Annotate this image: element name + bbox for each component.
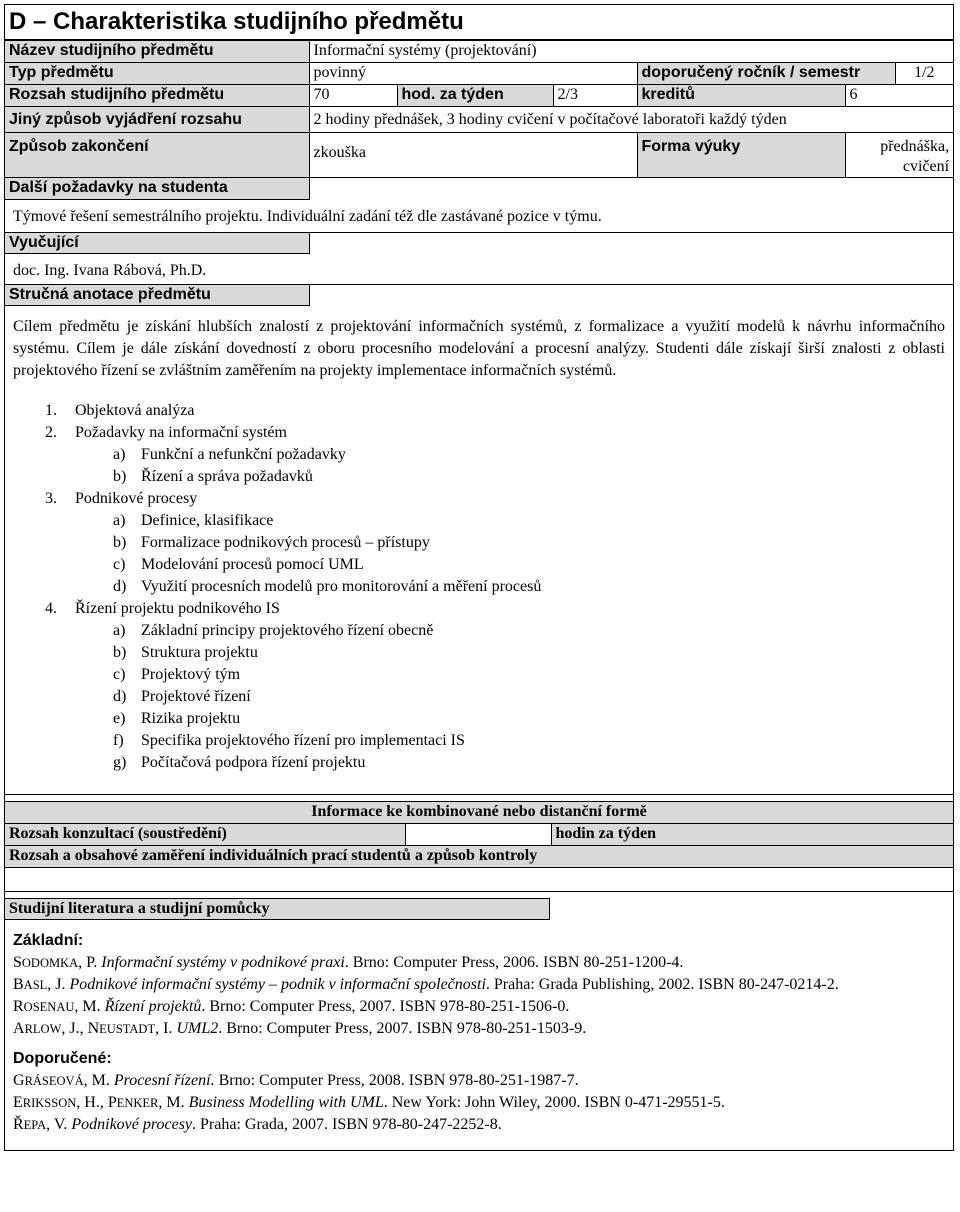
reference-entry (13, 1092, 945, 1114)
literature-label: Studijní literatura a studijní pomůcky (5, 898, 550, 920)
syllabus-subitem (113, 532, 953, 554)
syllabus-subitem-text: Definice, klasifikace (141, 512, 274, 529)
reference-title: Business Modelling with UML (188, 1094, 384, 1111)
reference-author-tail: , J. (47, 976, 70, 993)
course-info-table (5, 40, 953, 200)
literature-block (5, 920, 953, 1150)
distance-header: Informace ke kombinované nebo distanční formě (5, 802, 953, 824)
completion-value: zkouška (309, 133, 637, 178)
reference-title: Řízení projektů (104, 998, 202, 1015)
reference-author2-name: ENKER (116, 1096, 159, 1110)
reference-author-name: OSENAU (23, 1000, 75, 1014)
syllabus-subitem-text: Počítačová podpora řízení projektu (141, 754, 366, 771)
syllabus-item-number: 3. (45, 490, 57, 507)
syllabus-list (5, 400, 953, 774)
reference-entry (13, 1018, 945, 1040)
requirements-value: Týmové řešení semestrálního projektu. Individuální zadání též dle zastávané pozice v týmu. (13, 208, 602, 225)
syllabus-subitem-letter: d) (113, 578, 127, 595)
completion-label: Způsob zakončení (5, 133, 309, 178)
year-value: 1/2 (895, 63, 953, 85)
reference-entry (13, 1114, 945, 1136)
individual-value (5, 868, 953, 892)
reference-author-name: RÁSEOVÁ (24, 1074, 84, 1088)
syllabus-item-title: Podnikové procesy (75, 490, 198, 507)
syllabus-subitem-text: Rizika projektu (141, 710, 241, 727)
reference-title: UML2 (176, 1020, 219, 1037)
reference-author-name: RLOW (24, 1022, 62, 1036)
reference-publication: . Praha: Grada, 2007. ISBN 978-80-247-2252-8. (192, 1116, 502, 1133)
syllabus-subitem-letter: e) (113, 710, 126, 727)
reference-author-name: RIKSSON (22, 1096, 77, 1110)
reference-author-initial: S (13, 954, 22, 971)
recommended-literature-label: Doporučené: (13, 1050, 112, 1067)
syllabus-subitem-text: Modelování procesů pomocí UML (141, 556, 364, 573)
reference-publication: Brno: Computer Press, 2008. ISBN 978-80-251-1987-7. (214, 1072, 579, 1089)
teachers-label: Vyučující (5, 233, 310, 254)
syllabus-subitem (113, 466, 953, 488)
name-value: Informační systémy (projektování) (309, 41, 953, 63)
syllabus-subitem-letter: f) (113, 732, 124, 749)
syllabus-subitem (113, 708, 953, 730)
syllabus-item-title: Objektová analýza (75, 402, 195, 419)
reference-author-name: ASL (23, 978, 48, 992)
reference-title: Podnikové informační systémy – podnik v informační společnosti (69, 976, 486, 993)
reference-author-tail: , M. (83, 1072, 114, 1089)
syllabus-subitem-text: Specifika projektového řízení pro implementaci IS (141, 732, 465, 749)
syllabus-subitem (113, 554, 953, 576)
syllabus-subitem-letter: a) (113, 622, 126, 639)
reference-author-initial: R (13, 998, 24, 1015)
page-title: D – Charakteristika studijního předmětu (5, 5, 953, 40)
syllabus-item-number: 2. (45, 424, 57, 441)
syllabus-subitem-letter: b) (113, 534, 127, 551)
syllabus-subitem (113, 664, 953, 686)
teachers-value: doc. Ing. Ivana Rábová, Ph.D. (13, 262, 207, 279)
reference-author2-name: EUSTADT (99, 1022, 156, 1036)
syllabus-subitem (113, 686, 953, 708)
course-form (4, 4, 954, 1151)
syllabus-subitem-text: Funkční a nefunkční požadavky (141, 446, 346, 463)
form-label: Forma výuky (637, 133, 845, 178)
reference-publication: . Praha: Grada Publishing, 2002. ISBN 80-247-0214-2. (485, 976, 839, 993)
other-scope-value: 2 hodiny přednášek, 3 hodiny cvičení v počítačové laboratoři každý týden (309, 107, 953, 133)
reference-author-initial: E (13, 1094, 23, 1111)
annotation-text: Cílem předmětu je získání hlubších znalostí z projektování informačních systémů, z formalizace a využití modelů k návrhu informačního systému. Cílem je dále získání dovedností z oboru procesního modelování a procesní analýzy. Studenti dále získají širší znalosti z oblasti projektového řízení se zvláštním zaměřením na projekty implementace informačních systémů. (13, 318, 945, 379)
hours-value: 2/3 (553, 85, 637, 107)
reference-title: Informační systémy v podnikové praxi (101, 954, 345, 971)
syllabus-sublist (75, 510, 953, 598)
reference-publication: . New York: John Wiley, 2000. ISBN 0-471-29551-5. (383, 1094, 725, 1111)
syllabus-subitem-text: Základní principy projektového řízení obecně (141, 622, 434, 639)
syllabus-subitem-letter: b) (113, 644, 127, 661)
reference-author-initial: A (13, 1020, 25, 1037)
syllabus-subitem-text: Struktura projektu (141, 644, 258, 661)
syllabus-item-title: Řízení projektu podnikového IS (75, 600, 280, 617)
syllabus-subitem-letter: d) (113, 688, 127, 705)
syllabus-subitem (113, 642, 953, 664)
syllabus-subitem (113, 444, 953, 466)
scope-value: 70 (309, 85, 397, 107)
syllabus-item (5, 422, 953, 488)
syllabus-subitem (113, 620, 953, 642)
syllabus-item (5, 598, 953, 774)
consult-unit: hodin za týden (551, 824, 953, 846)
syllabus-item (5, 488, 953, 598)
syllabus-subitem-letter: c) (113, 556, 126, 573)
credits-label: kreditů (637, 85, 845, 107)
reference-author-name: ODOMKA (21, 956, 79, 970)
form-value: přednáška, cvičení (845, 133, 953, 178)
syllabus-subitem-letter: g) (113, 754, 127, 771)
scope-label: Rozsah studijního předmětu (5, 85, 309, 107)
reference-author-name: EPA (23, 1118, 47, 1132)
reference-author-initial: B (13, 976, 24, 993)
syllabus-subitem-text: Formalizace podnikových procesů – přístupy (141, 534, 430, 551)
hours-label: hod. za týden (397, 85, 553, 107)
syllabus-subitem (113, 510, 953, 532)
reference-entry (13, 974, 945, 996)
syllabus-subitem-letter: b) (113, 468, 127, 485)
reference-author2-tail: , I. (155, 1020, 177, 1037)
basic-literature-label: Základní: (13, 932, 84, 949)
type-label: Typ předmětu (5, 63, 309, 85)
syllabus-subitem (113, 576, 953, 598)
reference-publication: . Brno: Computer Press, 2007. ISBN 978-80-251-1506-0. (201, 998, 570, 1015)
consult-label: Rozsah konzultací (soustředění) (5, 824, 405, 846)
syllabus-subitem-text: Projektový tým (141, 666, 241, 683)
reference-author-initial: G (13, 1072, 25, 1089)
reference-author2-tail: , M. (158, 1094, 189, 1111)
reference-author-tail: , V. (46, 1116, 72, 1133)
syllabus-item-number: 1. (45, 402, 57, 419)
consult-value (405, 824, 551, 846)
reference-author-tail: , J., N (61, 1020, 100, 1037)
reference-title: Podnikové procesy (71, 1116, 193, 1133)
credits-value: 6 (845, 85, 953, 107)
basic-literature-list (13, 952, 945, 1040)
syllabus-subitem (113, 730, 953, 752)
recommended-literature-list (13, 1070, 945, 1136)
syllabus-subitem (113, 752, 953, 774)
reference-entry (13, 1070, 945, 1092)
syllabus-sublist (75, 620, 953, 774)
type-value: povinný (309, 63, 637, 85)
reference-title: Procesní řízení. (113, 1072, 215, 1089)
distance-table (5, 801, 953, 892)
syllabus-sublist (75, 444, 953, 488)
syllabus-subitem-letter: a) (113, 512, 126, 529)
name-label: Název studijního předmětu (5, 41, 309, 63)
syllabus-subitem-text: Využití procesních modelů pro monitorování a měření procesů (141, 578, 542, 595)
syllabus-item (5, 400, 953, 422)
reference-publication: . Brno: Computer Press, 2007. ISBN 978-80-251-1503-9. (218, 1020, 587, 1037)
reference-author-tail: , H., P (76, 1094, 117, 1111)
requirements-label: Další požadavky na studenta (5, 178, 309, 200)
reference-entry (13, 996, 945, 1018)
syllabus-subitem-text: Řízení a správa požadavků (141, 468, 313, 485)
year-label: doporučený ročník / semestr (637, 63, 895, 85)
individual-label: Rozsah a obsahové zaměření individuálních prací studentů a způsob kontroly (5, 846, 953, 868)
annotation-label: Stručná anotace předmětu (5, 285, 310, 306)
other-scope-label: Jiný způsob vyjádření rozsahu (5, 107, 309, 133)
syllabus-subitem-letter: a) (113, 446, 126, 463)
reference-author-tail: , P. (78, 954, 102, 971)
syllabus-item-number: 4. (45, 600, 57, 617)
syllabus-item-title: Požadavky na informační systém (75, 424, 287, 441)
reference-author-tail: , M. (74, 998, 105, 1015)
syllabus-subitem-letter: c) (113, 666, 126, 683)
reference-entry (13, 952, 945, 974)
syllabus-subitem-text: Projektové řízení (141, 688, 251, 705)
reference-author-initial: Ř (13, 1116, 24, 1133)
reference-publication: . Brno: Computer Press, 2006. ISBN 80-251-1200-4. (344, 954, 684, 971)
